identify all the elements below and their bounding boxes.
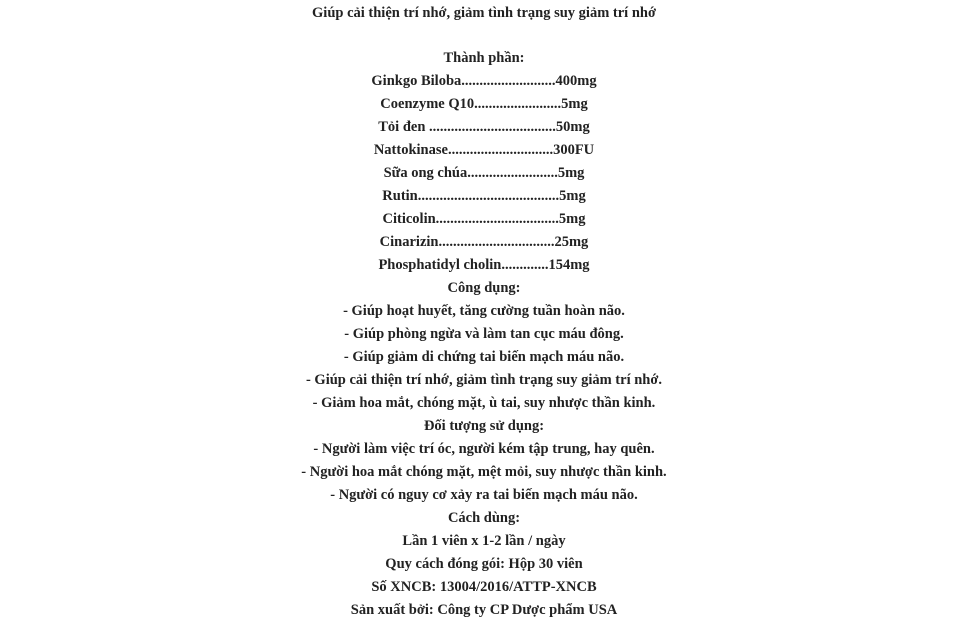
use-item: - Giúp phòng ngừa và làm tan cục máu đông. [344, 326, 624, 342]
target-user-item: - Người làm việc trí óc, người kém tập trung, hay quên. [313, 441, 655, 457]
ingredient-item: Nattokinase.............................300FU [373, 142, 595, 158]
use-item: - Giúp giảm di chứng tai biến mạch máu não. [343, 349, 625, 365]
target-user-item: - Người hoa mắt chóng mặt, mệt mỏi, suy nhược thần kinh. [301, 464, 667, 480]
ingredient-item: Citicolin..................................5mg [382, 211, 586, 227]
use-item: - Giảm hoa mắt, chóng mặt, ù tai, suy nhược thần kinh. [312, 395, 656, 411]
target-user-item: - Người có nguy cơ xảy ra tai biến mạch máu não. [330, 487, 638, 503]
dosage-text: Lần 1 viên x 1-2 lần / ngày [402, 533, 566, 549]
use-item: - Giúp cải thiện trí nhớ, giảm tình trạng suy giảm trí nhớ. [305, 372, 663, 388]
ingredient-item: Cinarizin................................25mg [379, 234, 589, 250]
packaging-text: Quy cách đóng gói: Hộp 30 viên [385, 556, 583, 572]
registration-number: Số XNCB: 13004/2016/ATTP-XNCB [371, 579, 597, 595]
ingredient-item: Phosphatidyl cholin.............154mg [378, 257, 590, 273]
ingredient-item: Ginkgo Biloba..........................400mg [371, 73, 597, 89]
directions-heading: Cách dùng: [447, 510, 521, 526]
ingredient-item: Sữa ong chúa.........................5mg [383, 165, 585, 181]
ingredient-item: Rutin.......................................5mg [382, 188, 586, 204]
target-users-heading: Đối tượng sử dụng: [423, 418, 545, 434]
ingredient-item: Tỏi đen ...................................50mg [378, 119, 590, 135]
manufacturer-text: Sản xuất bởi: Công ty CP Dược phẩm USA [350, 602, 618, 618]
ingredients-heading: Thành phần: [443, 50, 525, 66]
use-item: - Giúp hoạt huyết, tăng cường tuần hoàn não. [343, 303, 625, 319]
uses-heading: Công dụng: [447, 280, 521, 296]
headline: Giúp cải thiện trí nhớ, giảm tình trạng suy giảm trí nhớ [312, 5, 656, 21]
ingredient-item: Coenzyme Q10........................5mg [380, 96, 588, 112]
